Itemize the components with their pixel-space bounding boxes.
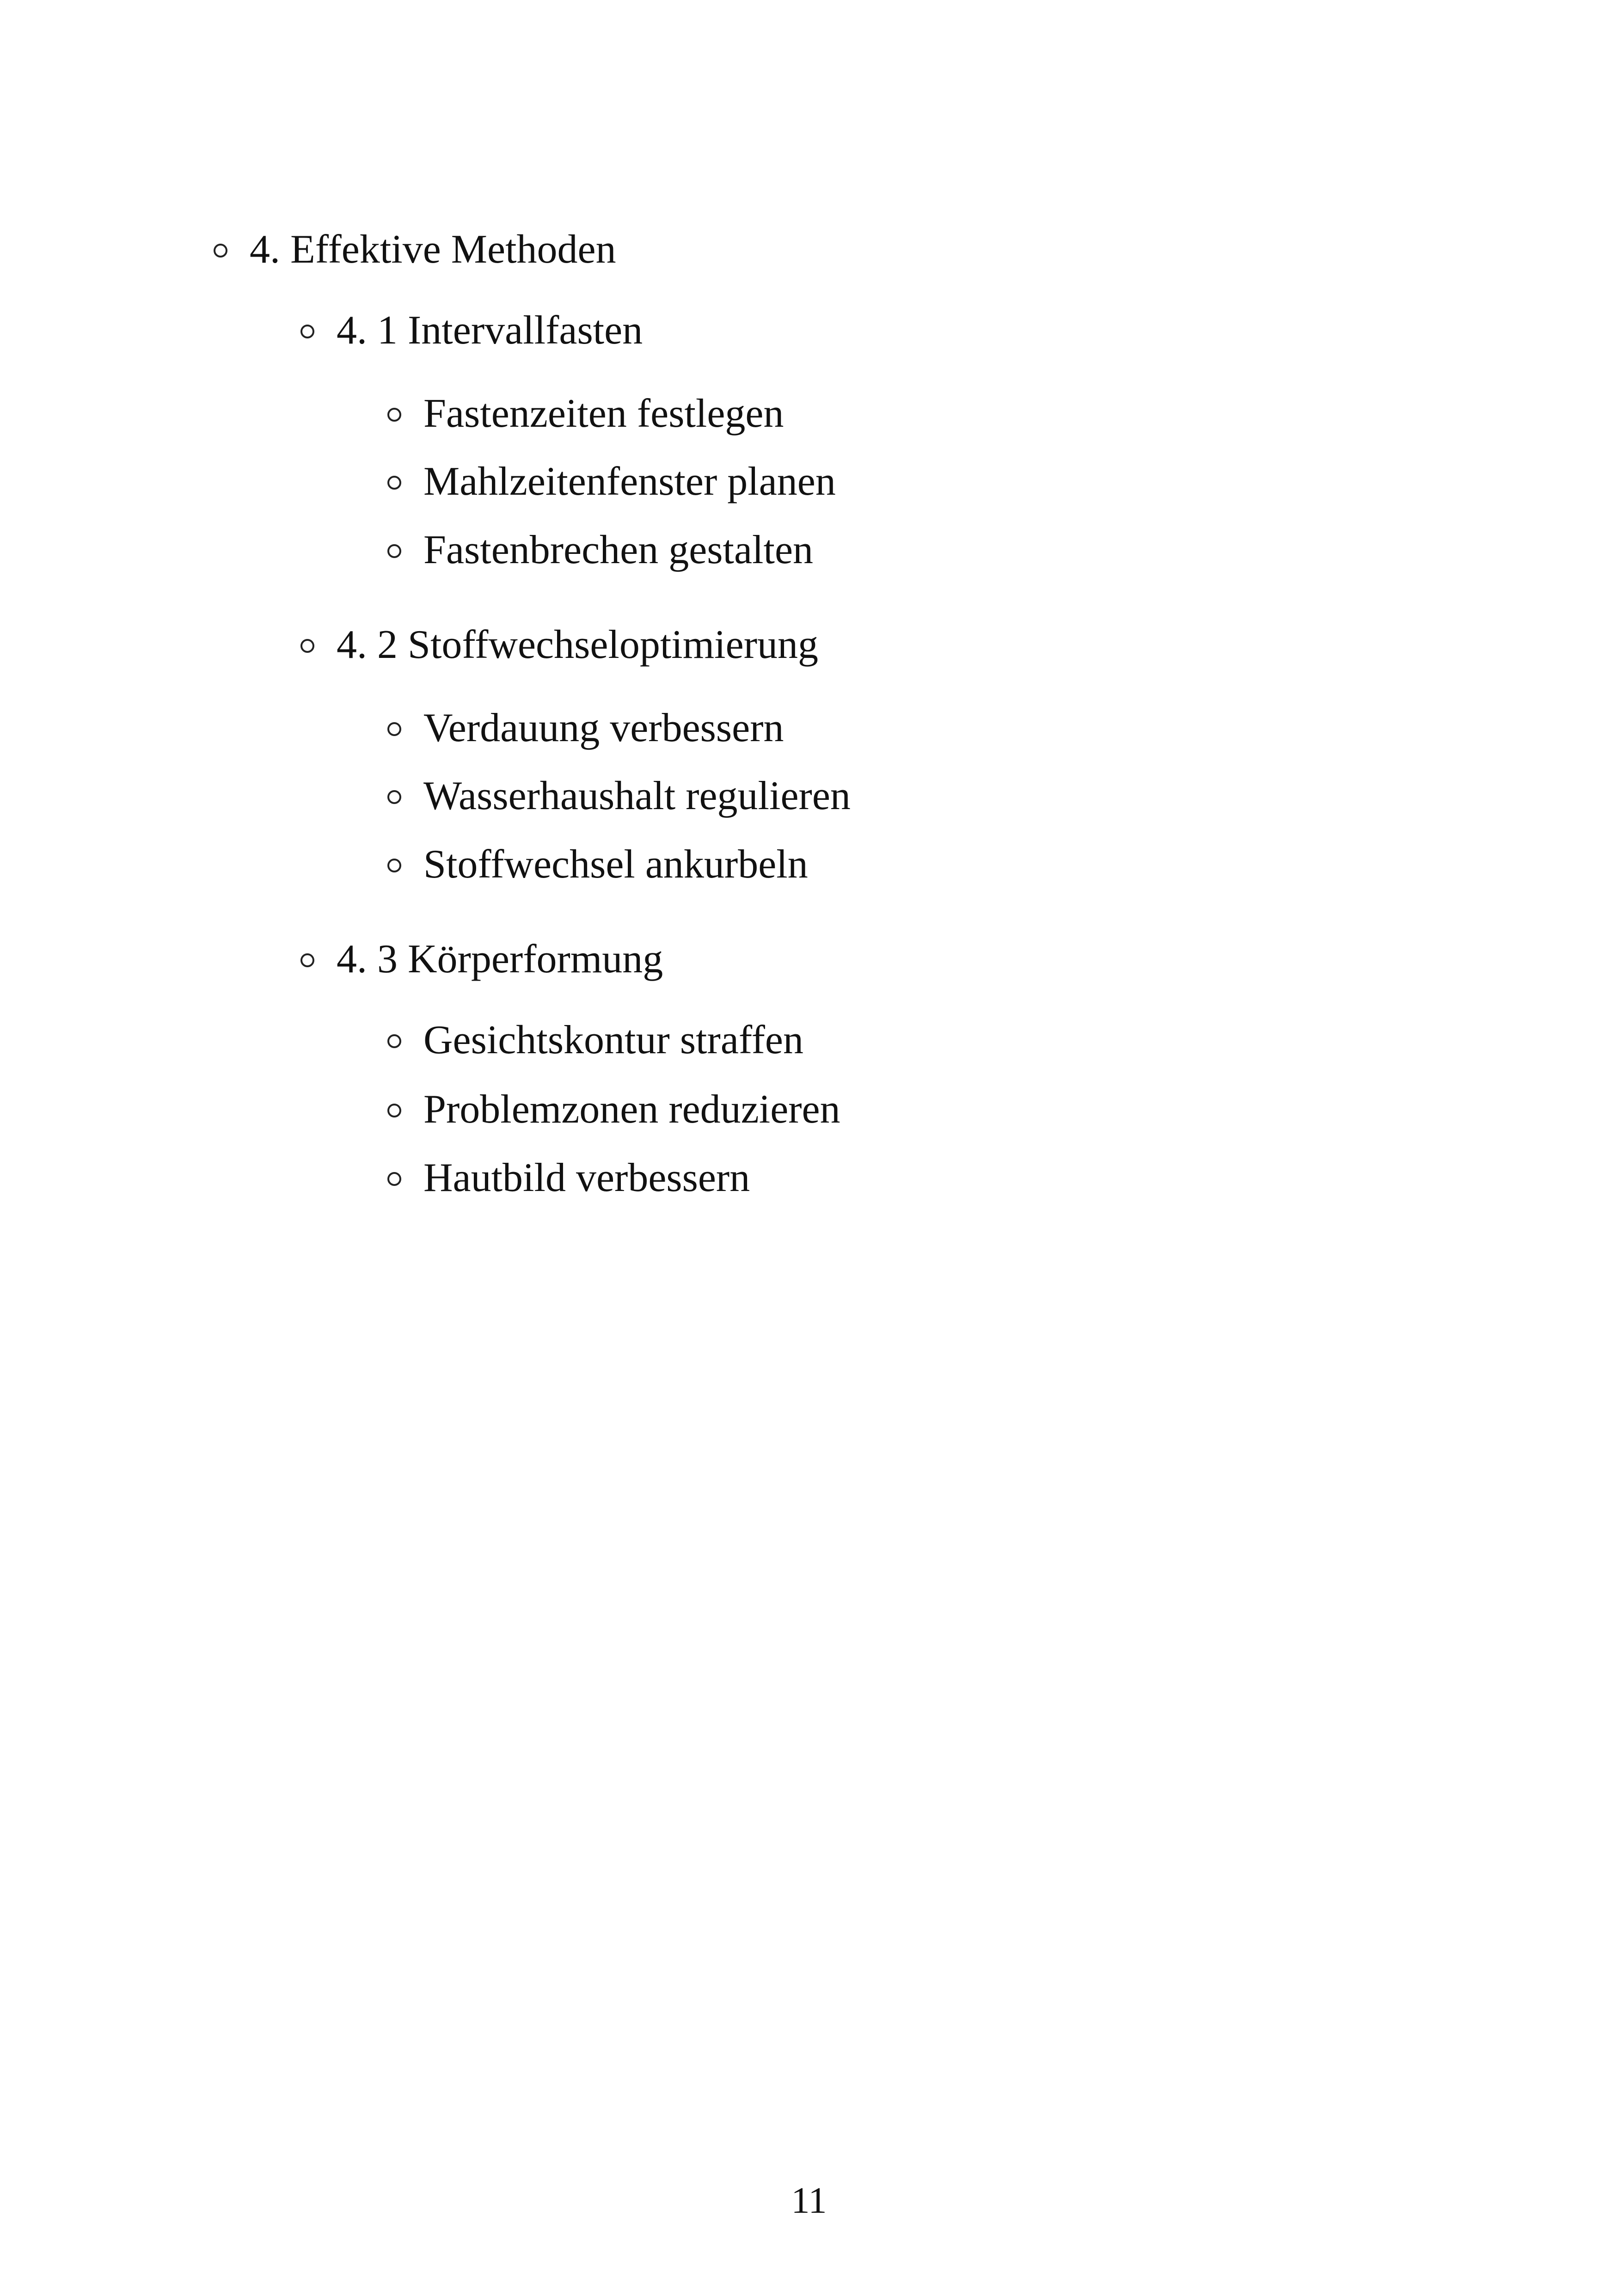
list-item-text: Verdauung verbessern	[423, 706, 784, 750]
subsection-heading	[300, 622, 818, 668]
list-item	[387, 841, 808, 888]
hollow-bullet-icon	[387, 859, 401, 872]
hollow-bullet-icon	[387, 790, 401, 804]
subsection-title: 4. 1 Intervallfasten	[337, 308, 643, 353]
list-item	[387, 391, 784, 437]
subsection-heading	[300, 307, 643, 354]
section-heading	[214, 227, 616, 273]
list-item	[387, 459, 836, 505]
hollow-bullet-icon	[387, 408, 401, 422]
list-item	[387, 1087, 840, 1133]
hollow-bullet-icon	[387, 544, 401, 558]
page-number: 11	[791, 2180, 827, 2221]
hollow-bullet-icon	[387, 722, 401, 736]
list-item-text: Fastenbrechen gestalten	[423, 528, 814, 572]
hollow-bullet-icon	[300, 639, 314, 653]
list-item	[387, 773, 851, 819]
list-item	[387, 1155, 750, 1201]
hollow-bullet-icon	[387, 1172, 401, 1186]
subsection-heading	[300, 936, 663, 982]
list-item	[387, 1017, 803, 1063]
subsection-title: 4. 2 Stoffwechseloptimierung	[337, 622, 818, 667]
list-item-text: Stoffwechsel ankurbeln	[423, 842, 808, 887]
list-item-text: Wasserhaushalt regulieren	[423, 774, 851, 818]
list-item-text: Problemzonen reduzieren	[423, 1087, 840, 1132]
list-item-text: Hautbild verbessern	[423, 1155, 750, 1200]
list-item	[387, 527, 813, 573]
list-item-text: Gesichtskontur straffen	[423, 1018, 803, 1062]
list-item	[387, 705, 784, 751]
section-title: 4. Effektive Methoden	[250, 227, 616, 272]
subsection-title: 4. 3 Körperformung	[337, 937, 663, 982]
list-item-text: Mahlzeitenfenster planen	[423, 459, 836, 504]
hollow-bullet-icon	[300, 325, 314, 338]
hollow-bullet-icon	[300, 953, 314, 967]
hollow-bullet-icon	[387, 1034, 401, 1048]
list-item-text: Fastenzeiten festlegen	[423, 391, 784, 436]
hollow-bullet-icon	[387, 1104, 401, 1117]
hollow-bullet-icon	[214, 244, 227, 258]
hollow-bullet-icon	[387, 476, 401, 490]
